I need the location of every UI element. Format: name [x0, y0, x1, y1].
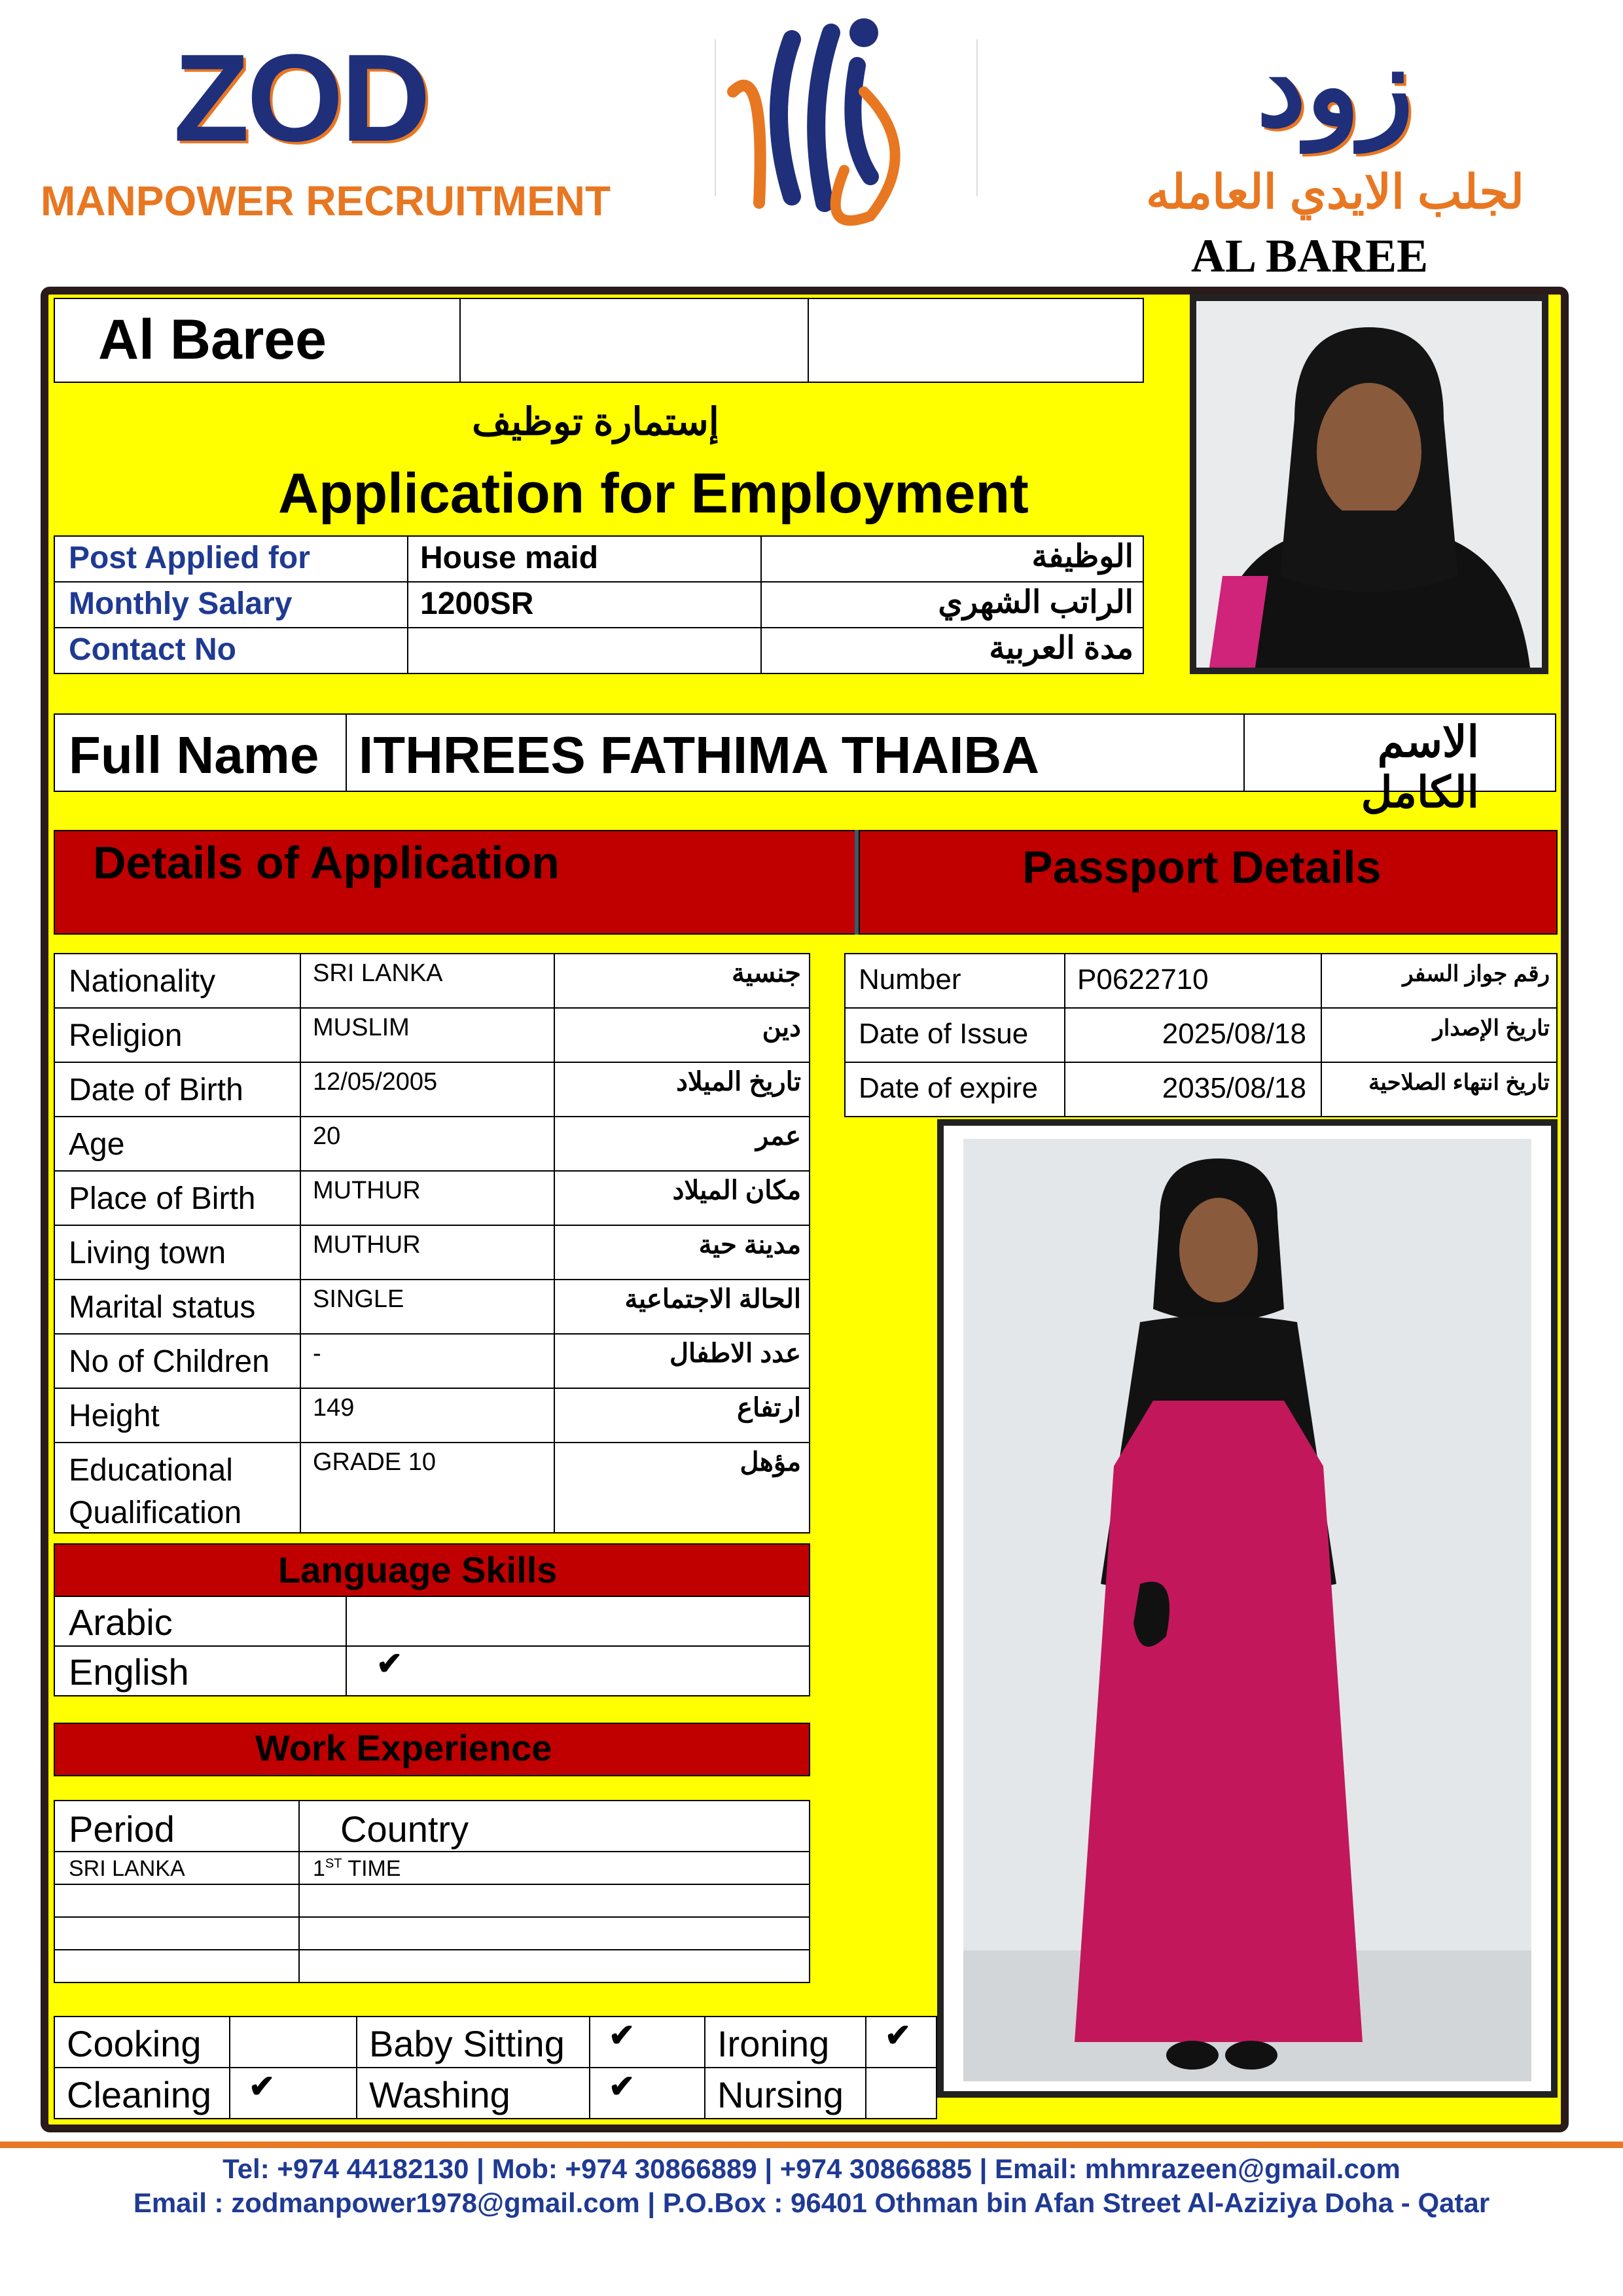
- post-label-ar: الوظيفة: [1031, 539, 1133, 574]
- passport-label-ar: تاريخ الإصدار: [1433, 1016, 1550, 1041]
- detail-value: 12/05/2005: [313, 1068, 438, 1096]
- passport-label-ar: تاريخ انتهاء الصلاحية: [1368, 1070, 1550, 1095]
- contact-value-cell: [407, 627, 762, 674]
- detail-label-ar: مكان الميلاد: [672, 1176, 801, 1205]
- skill-mark-cell: [865, 2067, 937, 2119]
- work-country-head: Country: [340, 1808, 469, 1850]
- people-logo-icon: [726, 7, 923, 242]
- salary-value: 1200SR: [420, 586, 534, 621]
- work-country-cell: [298, 1884, 810, 1918]
- work-period-cell: [54, 1884, 300, 1918]
- detail-label: Place of Birth: [69, 1181, 256, 1216]
- passport-label: Date of Issue: [859, 1018, 1029, 1050]
- lang-english-name: English: [69, 1651, 189, 1693]
- detail-value: -: [313, 1340, 321, 1367]
- detail-label-ar: عدد الاطفال: [669, 1339, 801, 1368]
- agency-empty-cell-1: [459, 298, 809, 383]
- passport-value: 2025/08/18: [1162, 1018, 1306, 1050]
- lang-english-mark-cell: [346, 1645, 810, 1696]
- full-body-figure-icon: [944, 1126, 1551, 2091]
- detail-label: Height: [69, 1399, 160, 1433]
- form-title-arabic: إستمارة توظيف: [472, 401, 719, 443]
- skill-check-icon: ✔: [609, 2070, 635, 2104]
- detail-label-ar: جنسية: [732, 959, 801, 988]
- work-period-cell: [54, 1949, 300, 1983]
- skill-mark-cell: [229, 2016, 357, 2068]
- portrait-photo: [1190, 295, 1548, 674]
- passport-header: Passport Details: [1022, 842, 1382, 893]
- skill-name: Nursing: [717, 2074, 844, 2115]
- skill-mark-cell: [589, 2016, 705, 2068]
- detail-label: Marital status: [69, 1290, 256, 1325]
- work-country-cell: [298, 1916, 810, 1950]
- work-period-cell: [54, 1916, 300, 1950]
- full-name-label-ar: الاسم الكامل: [1361, 717, 1479, 816]
- zod-logo-text: ZOD: [173, 29, 429, 168]
- skill-name: Ironing: [717, 2023, 830, 2064]
- detail-label-ar: مؤهل: [740, 1448, 801, 1477]
- detail-label-ar: مدينة حية: [698, 1230, 801, 1259]
- work-period: SRI LANKA: [69, 1856, 185, 1881]
- detail-value: MUSLIM: [313, 1014, 410, 1041]
- detail-value: MUTHUR: [313, 1231, 421, 1259]
- work-country-suffix: ST: [325, 1856, 342, 1871]
- skill-name: Washing: [369, 2074, 510, 2115]
- post-label: Post Applied for: [69, 541, 310, 575]
- detail-label-ar: الحالة الاجتماعية: [624, 1285, 801, 1314]
- arabic-logo-subtitle: لجلب الايدي العامله: [1146, 166, 1524, 219]
- lang-arabic-name: Arabic: [69, 1602, 173, 1643]
- salary-label: Monthly Salary: [69, 586, 293, 621]
- portrait-figure-icon: [1196, 301, 1542, 668]
- post-value: House maid: [420, 541, 599, 575]
- detail-label: No of Children: [69, 1344, 270, 1379]
- agency-name: Al Baree: [98, 308, 327, 371]
- detail-value: GRADE 10: [313, 1448, 436, 1476]
- footer-contact-line: Tel: +974 44182130 | Mob: +974 30866889 | +974 30866885 | Email: mhmrazeen@gmail.com: [223, 2153, 1400, 2184]
- full-body-photo: [937, 1119, 1558, 2098]
- detail-label: Religion: [69, 1018, 183, 1053]
- skill-check-icon: ✔: [885, 2018, 912, 2053]
- contact-label-ar: مدة العربية: [989, 631, 1133, 666]
- footer-address-line: Email : zodmanpower1978@gmail.com | P.O.Box : 96401 Othman bin Afan Street Al-Aziziya Doha - Qatar: [133, 2187, 1490, 2218]
- detail-label: Educational Qualification: [69, 1453, 242, 1530]
- footer-rule: [0, 2142, 1623, 2148]
- full-name-value: ITHREES FATHIMA THAIBA: [359, 726, 1039, 784]
- detail-value: MUTHUR: [313, 1177, 421, 1204]
- detail-label: Date of Birth: [69, 1073, 243, 1107]
- work-period-head: Period: [69, 1808, 175, 1850]
- work-country-text: TIME: [342, 1856, 401, 1881]
- details-header: Details of Application: [93, 837, 560, 888]
- work-header: Work Experience: [255, 1727, 552, 1768]
- passport-value: P0622710: [1077, 963, 1209, 996]
- passport-value: 2035/08/18: [1162, 1072, 1306, 1104]
- skill-name: Baby Sitting: [369, 2023, 565, 2064]
- skill-check-icon: ✔: [609, 2018, 635, 2053]
- detail-value: SRI LANKA: [313, 960, 443, 987]
- passport-label-ar: رقم جواز السفر: [1402, 961, 1550, 986]
- agency-empty-cell-2: [808, 298, 1144, 383]
- language-header: Language Skills: [278, 1549, 558, 1590]
- skill-name: Cooking: [67, 2023, 202, 2064]
- contact-label: Contact No: [69, 632, 236, 667]
- work-country: [313, 1856, 401, 1882]
- passport-label: Date of expire: [859, 1072, 1038, 1104]
- salary-label-ar: الراتب الشهري: [938, 585, 1133, 620]
- passport-label: Number: [859, 963, 961, 996]
- center-logo-divider-left: [715, 39, 716, 196]
- al-baree-logo-caption: AL BAREE: [1191, 230, 1429, 282]
- lang-english-check-icon: ✔: [376, 1647, 403, 1681]
- skill-mark-cell: [589, 2067, 705, 2119]
- detail-value: SINGLE: [313, 1285, 404, 1313]
- detail-label-ar: عمر: [755, 1122, 801, 1151]
- detail-label-ar: ارتفاع: [737, 1393, 801, 1422]
- detail-label-ar: دين: [762, 1013, 801, 1042]
- skill-name: Cleaning: [67, 2074, 212, 2115]
- detail-label: Living town: [69, 1236, 226, 1270]
- detail-value-cell: [300, 1333, 555, 1389]
- zod-logo-subtitle: MANPOWER RECRUITMENT: [41, 177, 611, 224]
- work-country-number: 1: [313, 1856, 325, 1881]
- form-title: Application for Employment: [278, 462, 1029, 525]
- full-name-label: Full Name: [69, 726, 319, 784]
- work-country-cell: [298, 1949, 810, 1983]
- detail-label: Nationality: [69, 964, 216, 999]
- detail-value: 20: [313, 1122, 341, 1150]
- skill-check-icon: ✔: [249, 2070, 276, 2104]
- lang-arabic-mark-cell: [346, 1596, 810, 1647]
- detail-value: 149: [313, 1394, 355, 1422]
- detail-label-ar: تاريخ الميلاد: [676, 1067, 801, 1096]
- arabic-logo-text: زود: [1257, 25, 1414, 149]
- center-logo-divider-right: [976, 39, 978, 196]
- detail-label: Age: [69, 1127, 125, 1162]
